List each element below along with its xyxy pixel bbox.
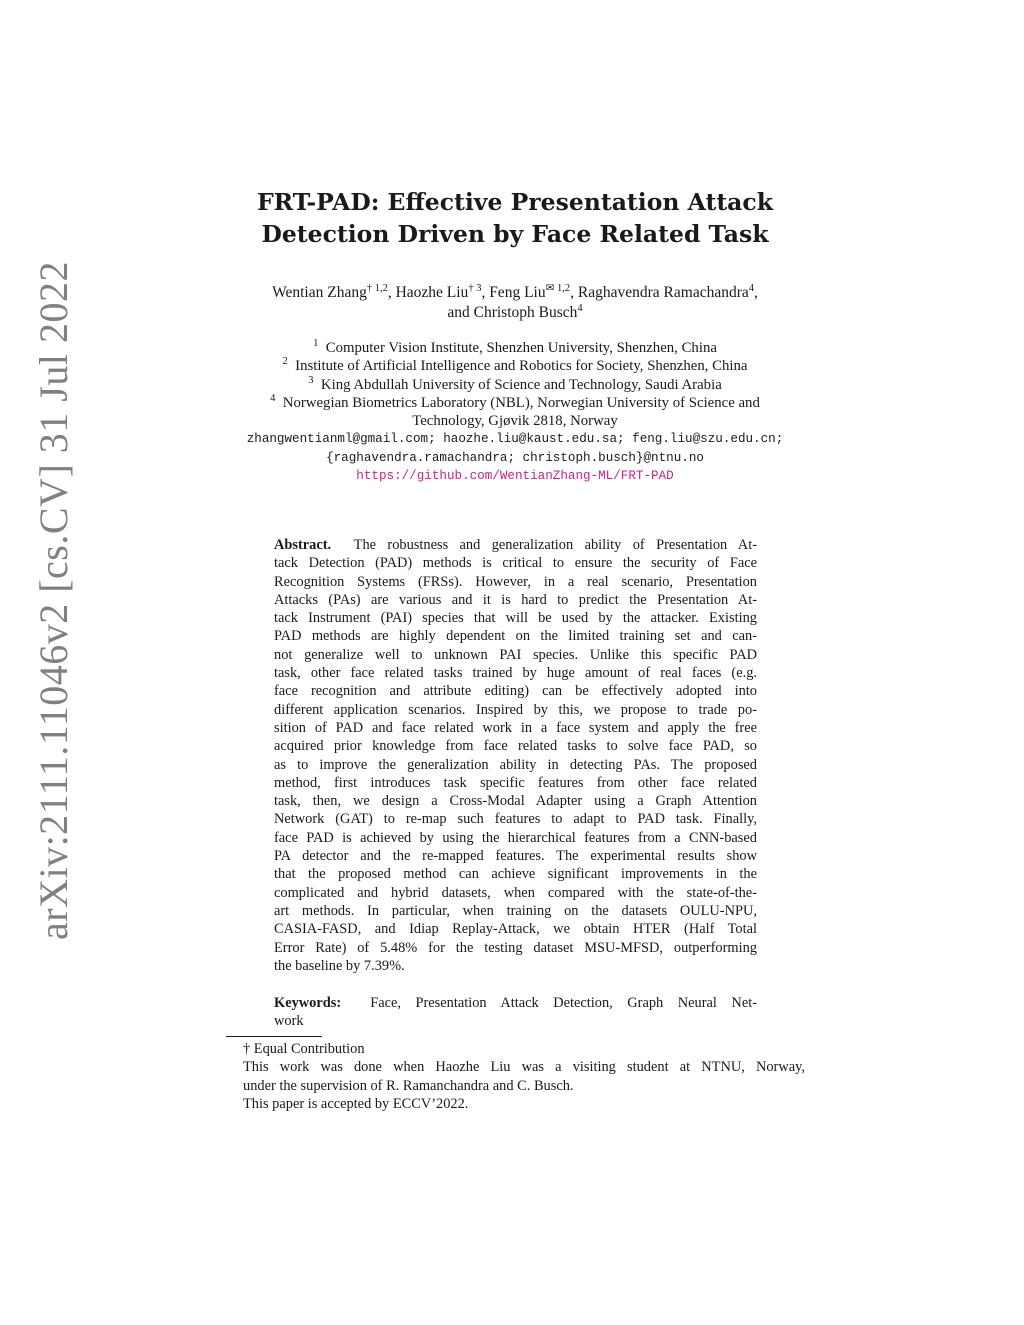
author-separator: , bbox=[754, 284, 758, 301]
abstract-label: Abstract. bbox=[274, 537, 332, 553]
abstract-line: face recognition and attribute editing) can be effectively adopted into bbox=[274, 683, 757, 700]
author-list bbox=[200, 283, 830, 323]
arxiv-identifier: arXiv:2111.11046v2 [cs.CV] 31 Jul 2022 bbox=[31, 261, 76, 940]
abstract-text: The robustness and generalization ability of Presentation At- bbox=[353, 537, 757, 553]
abstract-line: art methods. In particular, when training on the datasets OULU-NPU, bbox=[274, 902, 757, 919]
affiliation-1 bbox=[200, 339, 830, 357]
affiliation-4-cont: Technology, Gjøvik 2818, Norway bbox=[412, 413, 618, 430]
abstract-line: the baseline by 7.39%. bbox=[274, 957, 405, 974]
affiliation-number: 2 bbox=[282, 356, 288, 368]
abstract-line: complicated and hybrid datasets, when compared with the state-of-the- bbox=[274, 884, 757, 901]
keywords bbox=[274, 994, 757, 1031]
affiliation-text: Institute of Artificial Intelligence and Robotics for Society, Shenzhen, China bbox=[295, 358, 748, 375]
affiliation-text: Norwegian Biometrics Laboratory (NBL), Norwegian University of Science and bbox=[282, 394, 760, 411]
author-affil-marker: ✉ 1,2 bbox=[545, 283, 571, 294]
author-affil-marker: 4 bbox=[748, 283, 755, 294]
footnotes bbox=[243, 1040, 805, 1113]
affiliation-number: 1 bbox=[313, 338, 319, 349]
author-name: , Raghavendra Ramachandra bbox=[570, 284, 749, 301]
abstract-line: as to improve the generalization ability in detecting PAs. The proposed bbox=[274, 756, 757, 773]
author-line-2 bbox=[200, 303, 830, 323]
footnote-visit-note: This work was done when Haozhe Liu was a visiting student at NTNU, Norway, bbox=[243, 1059, 805, 1076]
abstract-line: face PAD is achieved by using the hierarchical features from a CNN-based bbox=[274, 829, 757, 846]
keywords-line bbox=[274, 994, 757, 1012]
footnote-acceptance: This paper is accepted by ECCV’2022. bbox=[243, 1095, 469, 1112]
footnote-visit-note-cont: under the supervision of R. Ramanchandra and C. Busch. bbox=[243, 1077, 574, 1094]
affiliation-2 bbox=[200, 357, 830, 375]
abstract-line: different application scenarios. Inspired by this, we propose to trade po- bbox=[274, 701, 757, 718]
github-link[interactable]: https://github.com/WentianZhang-ML/FRT-PAD bbox=[356, 469, 674, 484]
author-affil-marker: 4 bbox=[577, 303, 583, 314]
abstract-line: that the proposed method can achieve significant improvements in the bbox=[274, 866, 757, 883]
abstract-line: tack Instrument (PAI) species that will be used by the attacker. Existing bbox=[274, 610, 757, 627]
author-name: , Haozhe Liu bbox=[387, 284, 469, 301]
email-line-2[interactable]: {raghavendra.ramachandra; christoph.busch}@ntnu.no bbox=[326, 450, 704, 465]
abstract-line: method, first introduces task specific features from other face related bbox=[274, 774, 757, 791]
footnote-equal-contribution: † Equal Contribution bbox=[243, 1041, 365, 1057]
author-name: and Christoph Busch bbox=[447, 304, 578, 321]
abstract-line: Network (GAT) to re-map such features to adapt to PAD task. Finally, bbox=[274, 811, 757, 828]
abstract-line: task, other face related tasks trained by huge amount of real faces (e.g. bbox=[274, 665, 757, 682]
abstract-line: task, then, we design a Cross-Modal Adapter using a Graph Attention bbox=[274, 793, 757, 810]
affiliation-list bbox=[200, 339, 830, 485]
abstract-line: Error Rate) of 5.48% for the testing dataset MSU-MFSD, outperforming bbox=[274, 939, 757, 956]
author-name: , Feng Liu bbox=[481, 284, 546, 301]
affiliation-text: Computer Vision Institute, Shenzhen University, Shenzhen, China bbox=[325, 340, 717, 356]
author-affil-marker: † 1,2 bbox=[366, 283, 388, 294]
abstract-line: CASIA-FASD, and Idiap Replay-Attack, we obtain HTER (Half Total bbox=[274, 921, 757, 938]
author-affil-marker: † 3 bbox=[468, 283, 482, 294]
abstract-line: sition of PAD and face related work in a face system and apply the free bbox=[274, 719, 757, 736]
abstract-line: tack Detection (PAD) methods is critical to ensure the security of Face bbox=[274, 555, 757, 572]
email-line-1[interactable]: zhangwentianml@gmail.com; haozhe.liu@kaust.edu.sa; feng.liu@szu.edu.cn; bbox=[246, 432, 784, 447]
abstract-line: Recognition Systems (FRSs). However, in a real scenario, Presentation bbox=[274, 573, 757, 590]
abstract-line: Attacks (PAs) are various and it is hard to predict the Presentation At- bbox=[274, 591, 757, 608]
paper-title bbox=[200, 186, 830, 250]
affiliation-number: 3 bbox=[308, 374, 314, 386]
abstract-line: acquired prior knowledge from face related tasks to solve face PAD, so bbox=[274, 738, 757, 755]
affiliation-3 bbox=[200, 376, 830, 394]
affiliation-number: 4 bbox=[270, 392, 276, 404]
author-line-1 bbox=[200, 283, 830, 303]
title-line-1: FRT-PAD: Effective Presentation Attack bbox=[256, 188, 774, 216]
abstract-line: PAD methods are highly dependent on the limited training set and can- bbox=[274, 628, 757, 645]
abstract-line: not generalize well to unknown PAI species. Unlike this specific PAD bbox=[274, 646, 757, 663]
affiliation-4 bbox=[200, 394, 830, 412]
keywords-line: work bbox=[274, 1013, 304, 1030]
abstract-line: PA detector and the re-mapped features. The experimental results show bbox=[274, 848, 757, 865]
keywords-text: Face, Presentation Attack Detection, Graph Neural Net- bbox=[370, 995, 757, 1011]
footnote-rule bbox=[226, 1036, 322, 1037]
title-line-2: Detection Driven by Face Related Task bbox=[261, 220, 769, 248]
abstract bbox=[274, 536, 757, 975]
keywords-label: Keywords: bbox=[274, 995, 342, 1011]
abstract-line bbox=[274, 536, 757, 554]
author-name: Wentian Zhang bbox=[272, 284, 367, 301]
affiliation-text: King Abdullah University of Science and Technology, Saudi Arabia bbox=[320, 376, 722, 393]
